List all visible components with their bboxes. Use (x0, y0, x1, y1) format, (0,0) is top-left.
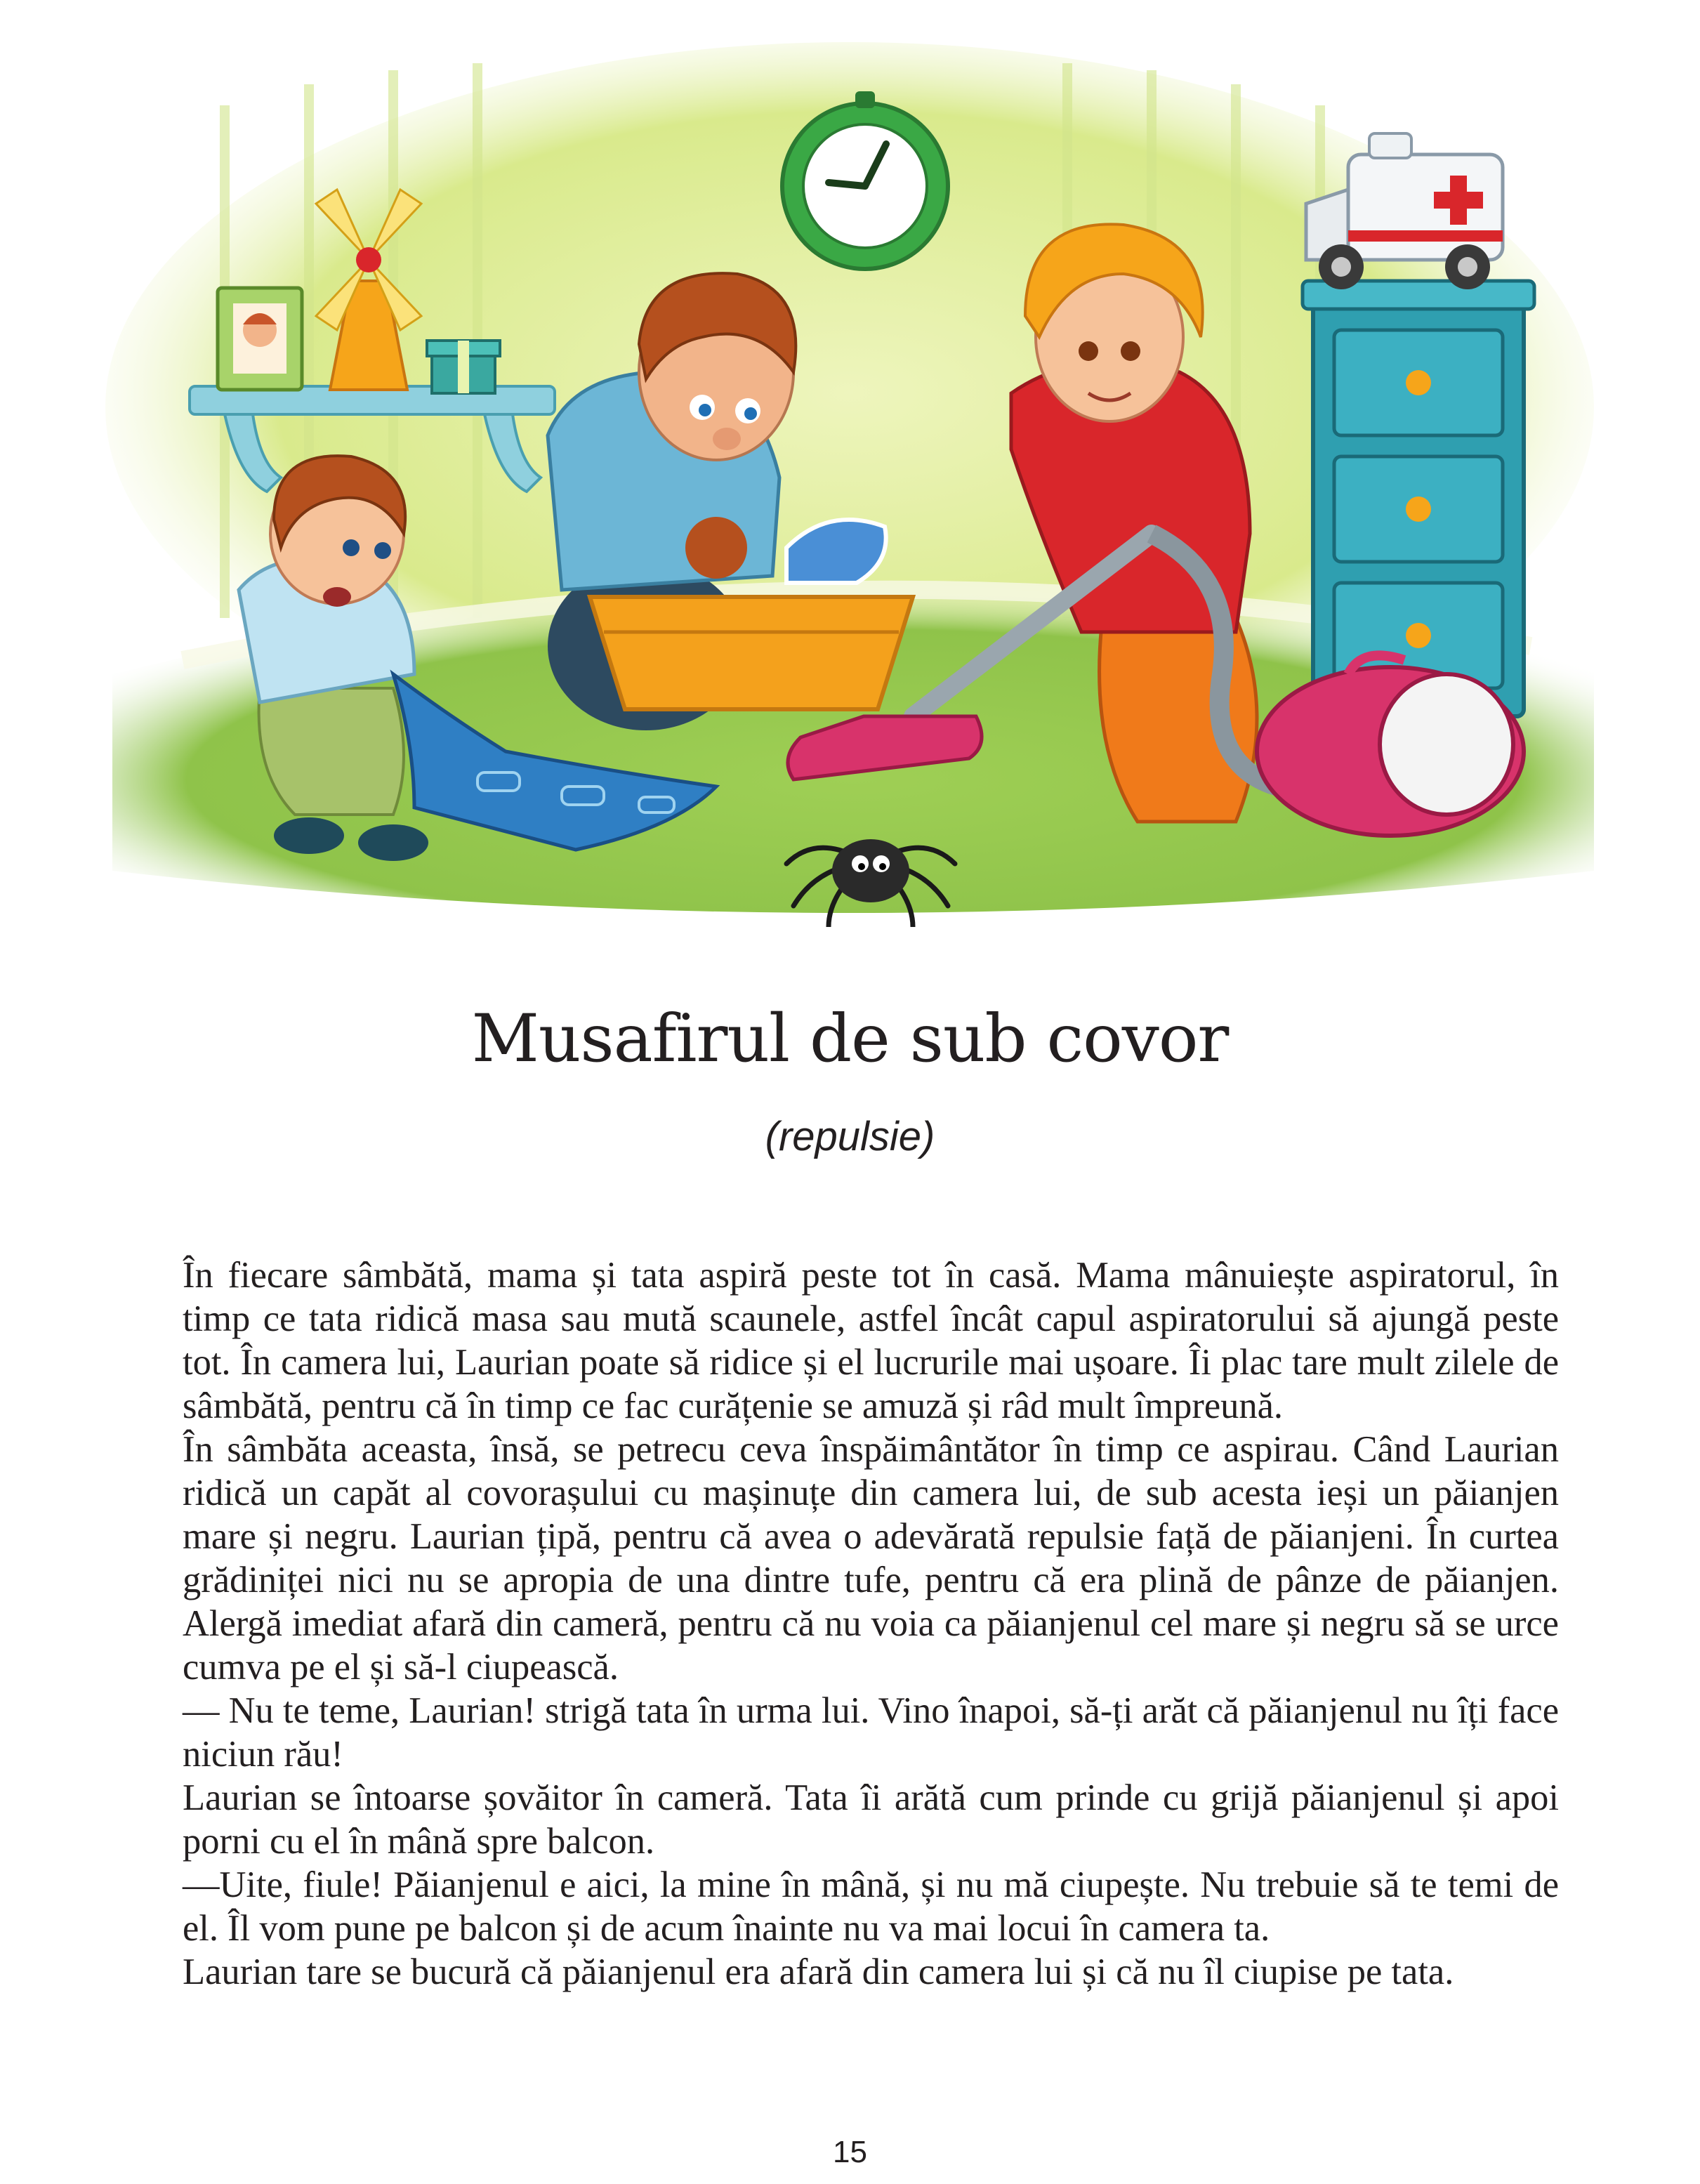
story-subtitle: (repulsie) (765, 1114, 935, 1159)
photo-frame-icon (218, 288, 302, 390)
story-text (183, 1254, 1559, 1994)
story-paragraph: Laurian se întoarse șovăitor în cameră. Tata îi arătă cum prinde cu grijă păianjenul și apoi porni cu el în mână spre balcon. (183, 1777, 1559, 1862)
page-number: 15 (833, 2135, 867, 2169)
drawer-cabinet-icon (1303, 281, 1534, 716)
gift-box-icon (427, 341, 500, 393)
story-paragraph: În fiecare sâmbătă, mama și tata aspiră peste tot în casă. Mama mânuiește aspiratorul, în timp ce tata ridică masa sau mută scaunele, astfel încât capul aspiratorului să ajungă peste tot. În camera lui, Laurian poate să ridice și el lucrurile mai ușoare. Îi plac tare mult zilele de sâmbătă, pentru că în timp ce fac curățenie se amuză și râd mult împreună. (183, 1255, 1559, 1426)
story-paragraph: Laurian tare se bucură că păianjenul era afară din camera lui și că nu îl ciupise pe tata. (183, 1952, 1454, 1992)
story-paragraph: În sâmbăta aceasta, însă, se petrecu ceva înspăimântător în timp ce aspirau. Când Laurian ridică un capăt al covorașului cu mașinuțe din camera lui, de sub acesta ieși un păianjen mare și negru. Laurian țipă, pentru că avea o adevărată repulsie față de păianjeni. În curtea grădiniței nici nu se apropia de una dintre tufe, pentru că era plină de pânze de păianjen. Alergă imediat afară din cameră, pentru că nu voia ca păianjenul cel mare și negru să se urce cumva pe el și să-l ciupească. (183, 1429, 1559, 1688)
story-paragraph: — Nu te teme, Laurian! strigă tata în urma lui. Vino înapoi, să-ți arăt că păianjenul nu îți face niciun rău! (183, 1690, 1559, 1775)
story-paragraph: —Uite, fiule! Păianjenul e aici, la mine în mână, și nu mă ciupește. Nu trebuie să te temi de el. Îl vom pune pe balcon și de acum înainte nu va mai locui în camera ta. (183, 1864, 1559, 1949)
story-title: Musafirul de sub covor (471, 1001, 1229, 1077)
story-illustration (84, 42, 1615, 927)
